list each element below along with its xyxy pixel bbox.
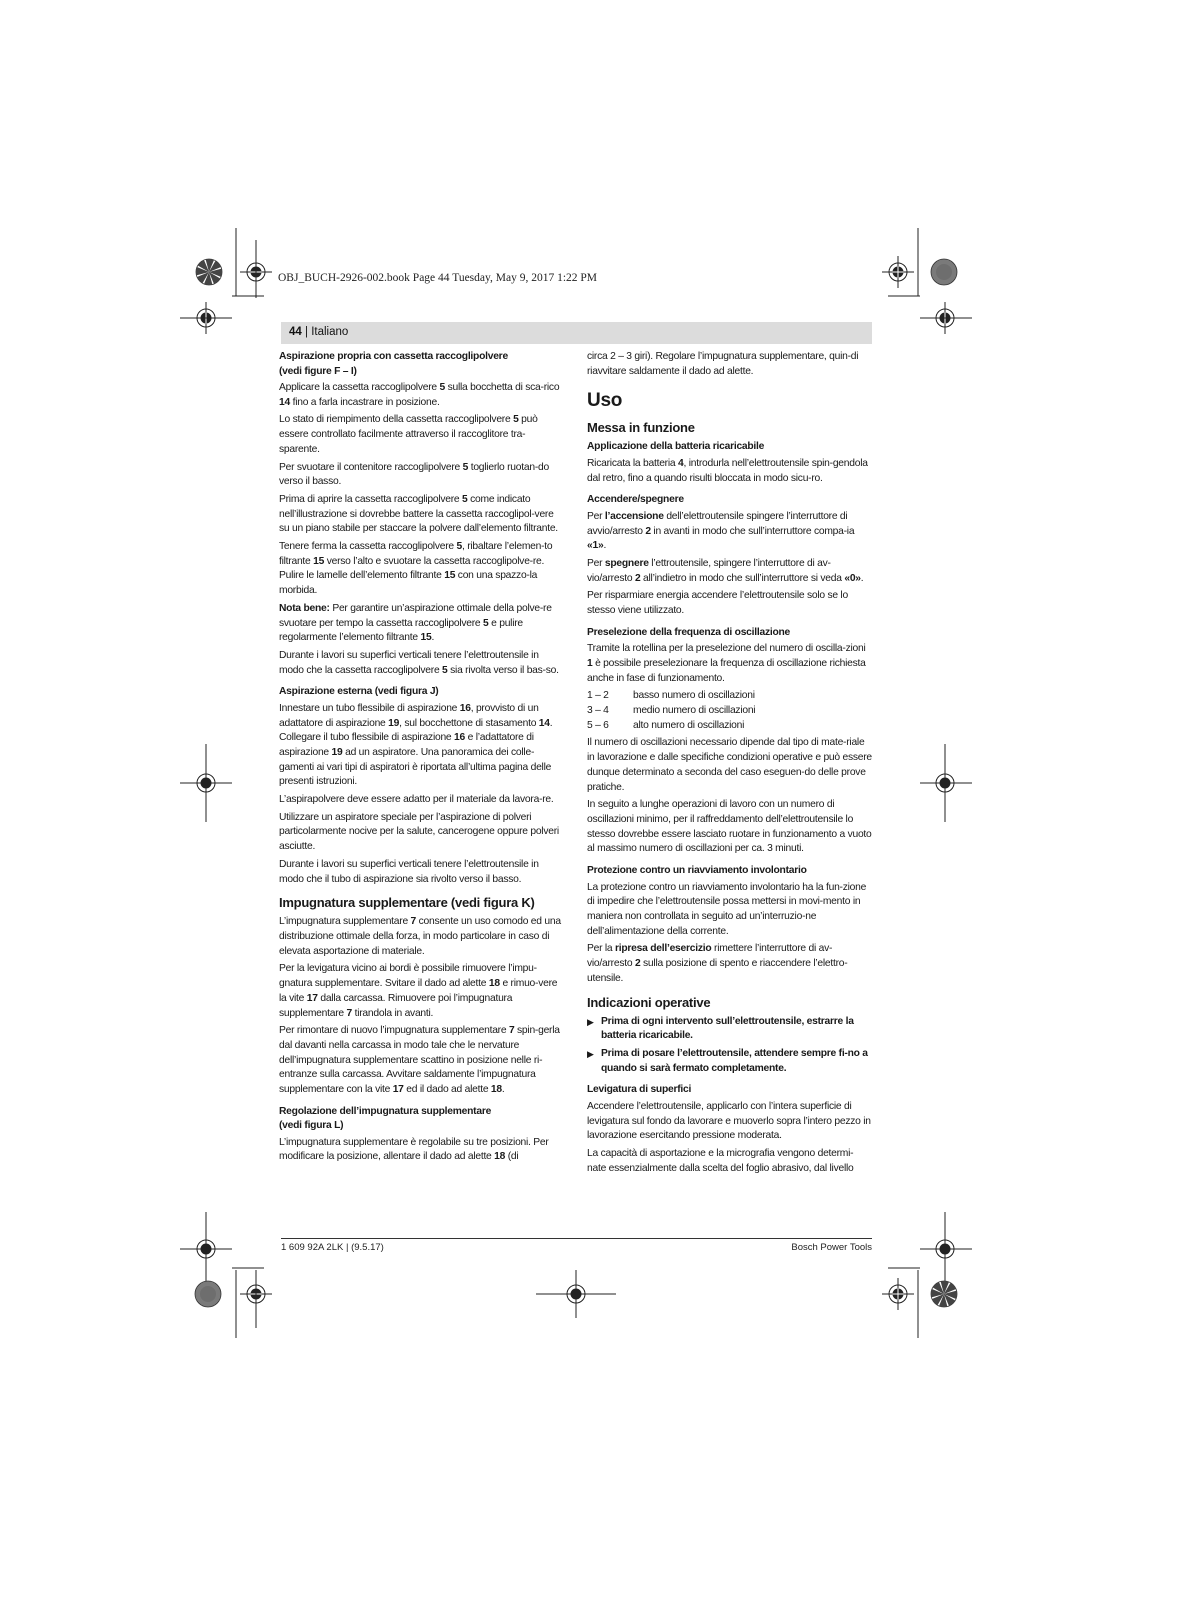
paragraph: Tramite la rotellina per la preselezione del numero di oscilla-zioni 1 è possibile preselezionare la frequenza di oscillazione richiesta anche in fase di funzionamento. xyxy=(587,643,866,684)
heading-handle-adjustment: Regolazione dell’impugnatura supplementare (vedi figura L) xyxy=(279,1105,492,1132)
paragraph: Per la ripresa dell’esercizio rimettere l’interruttore di av-vio/arresto 2 sulla posizione di spento e riaccendere l’elettro-utensile. xyxy=(587,943,848,984)
footer-document-code: 1 609 92A 2LK | (9.5.17) xyxy=(281,1242,384,1253)
header-separator: | xyxy=(301,326,312,338)
paragraph: Per la levigatura vicino ai bordi è possibile rimuovere l’impu-gnatura supplementare. Svitare il dado ad alette 18 e rimuo-vere la vite 17 dalla carcassa. Rimuovere poi l’impugnatura supplementare 7 tirandola in avanti. xyxy=(279,963,558,1019)
heading-surface-sanding: Levigatura di superfici xyxy=(587,1084,692,1096)
paragraph: Utilizzare un aspiratore speciale per l’aspirazione di polveri particolarmente nocive per la salute, cancerogene oppure polveri asciutte. xyxy=(279,811,559,853)
paragraph: Per rimontare di nuovo l’impugnatura supplementare 7 spin-gerla dal davanti nella carcassa in modo tale che le nervature dell’impugnatura supplementare scattino in posizione nelle ri-entranze sulla carcassa. Avvitare saldamente l’impugnatura supplementare con la vite 17 ed il dado ad alette 18. xyxy=(279,1025,560,1096)
list-item: 5 – 6 alto numero di oscillazioni xyxy=(587,719,745,731)
paragraph: Tenere ferma la cassetta raccoglipolvere 5, ribaltare l’elemen-to filtrante 15 verso l’alto e svuotare la cassetta raccoglipolve-re. Pulire le lamelle dell’elemento filtrante 15 con una spazzo-la morbida. xyxy=(279,541,553,597)
paragraph: Per risparmiare energia accendere l’elettroutensile solo se lo stesso viene utilizzato. xyxy=(587,590,848,617)
paragraph: Ricaricata la batteria 4, introdurla nell’elettroutensile spin-gendola dal retro, fino a quando risulti bloccata in modo sicu-ro. xyxy=(587,457,868,484)
warning-item: ▶ Prima di ogni intervento sull’elettroutensile, estrarre la batteria ricaricabile. xyxy=(587,1015,872,1044)
heading-auxiliary-handle: Impugnatura supplementare (vedi figura K) xyxy=(279,895,535,911)
footer-brand: Bosch Power Tools xyxy=(791,1242,872,1253)
left-column xyxy=(279,350,564,1168)
paragraph: Lo stato di riempimento della cassetta raccoglipolvere 5 può essere controllato facilmente attraverso il raccoglitore tra-sparente. xyxy=(279,414,538,455)
heading-external-extraction: Aspirazione esterna (vedi figura J) xyxy=(279,686,439,698)
header-language: Italiano xyxy=(311,326,349,338)
heading-operating-tips: Indicazioni operative xyxy=(587,994,711,1010)
paragraph: Per spegnere l’ettroutensile, spingere l’interruttore di av-vio/arresto 2 all’indietro in modo che sull’interruttore si veda «0». xyxy=(587,557,864,584)
heading-on-off: Accendere/spegnere xyxy=(587,494,684,506)
paragraph: Durante i lavori su superfici verticali tenere l’elettroutensile in modo che la cassetta raccoglipolvere 5 sia rivolta verso il bas-so. xyxy=(279,649,559,676)
page-header-band xyxy=(281,322,872,344)
warning-item: ▶ Prima di posare l’elettroutensile, attendere sempre fi-no a quando si sarà fermato completamente. xyxy=(587,1047,872,1076)
paragraph: Durante i lavori su superfici verticali tenere l’elettroutensile in modo che il tubo di aspirazione sia rivolto verso il basso. xyxy=(279,858,539,885)
paragraph: Il numero di oscillazioni necessario dipende dal tipo di mate-riale in lavorazione e dalle specifiche condizioni operative e può essere dunque determinato a seconda del caso eseguen-do delle prove pratiche. xyxy=(587,737,872,793)
list-item: 3 – 4 medio numero di oscillazioni xyxy=(587,705,756,717)
page-number: 44 xyxy=(289,326,302,338)
book-info-line: OBJ_BUCH-2926-002.book Page 44 Tuesday, May 9, 2017 1:22 PM xyxy=(278,272,598,284)
paragraph: La protezione contro un riavviamento involontario ha la fun-zione di impedire che l’elettroutensile possa mettersi in movi-mento in maniera non controllata in seguito ad un’interruzio-ne dell’alimentazione della corrente. xyxy=(587,881,867,937)
note-paragraph: Nota bene: Per garantire un’aspirazione ottimale della polve-re svuotare per tempo la cassetta raccoglipolvere 5 e pulire regolarmente l’elemento filtrante 15. xyxy=(279,602,552,644)
paragraph: Per svuotare il contenitore raccoglipolvere 5 toglierlo ruotan-do verso il basso. xyxy=(279,461,549,488)
paragraph: Per l’accensione dell’elettroutensile spingere l’interruttore di avvio/arresto 2 in avanti in modo che sull’interruttore compa-ia «1». xyxy=(587,510,855,552)
paragraph: Prima di aprire la cassetta raccoglipolvere 5 come indicato nell’illustrazione si dovrebbe battere la cassetta raccoglipol-vere su un piano stabile per staccare la polvere dall’elemento filtrante. xyxy=(279,493,558,535)
list-item: 1 – 2 basso numero di oscillazioni xyxy=(587,690,755,702)
paragraph: L’impugnatura supplementare 7 consente un uso comodo ed una distribuzione ottimale della forza, in modo particolare in caso di elevata asportazione di materiale. xyxy=(279,916,561,957)
paragraph: Accendere l’elettroutensile, applicarlo con l’intera superficie di levigatura sul fondo da lavorare e muoverlo sopra l’intero pezzo in lavorazione esercitando pressione moderata. xyxy=(587,1100,871,1142)
heading-frequency: Preselezione della frequenza di oscillazione xyxy=(587,626,791,638)
paragraph: L’aspirapolvere deve essere adatto per il materiale da lavora-re. xyxy=(279,794,554,806)
paragraph: Innestare un tubo flessibile di aspirazione 16, provvisto di un adattatore di aspirazione 19, sul bocchettone di stasamento 14. Collegare il tubo flessibile di aspirazione 16 e l’adattatore di aspirazione 19 ad un aspiratore. Una panoramica dei colle-gamenti ai vari tipi di aspiratori è riportata all’ultima pagina delle presenti istruzioni. xyxy=(279,702,553,788)
paragraph: La capacità di asportazione e la micrografia vengono determi-nate essenzialmente dalla scelta del foglio abrasivo, dal livello xyxy=(587,1147,854,1174)
heading-use: Uso xyxy=(587,390,623,412)
heading-restart-protection: Protezione contro un riavviamento involontario xyxy=(587,865,807,877)
heading-start-up: Messa in funzione xyxy=(587,420,695,436)
paragraph: In seguito a lunghe operazioni di lavoro con un numero di oscillazioni minimo, per il raffreddamento dell’elettroutensile lo stesso dovrebbe essere lasciato ruotare in funzionamento a vuoto al massimo numero di oscillazioni per ca. 3 minuti. xyxy=(587,799,872,855)
paragraph: circa 2 – 3 giri). Regolare l’impugnatura supplementare, quin-di riavvitare saldamente il dado ad alette. xyxy=(587,351,859,377)
page-header xyxy=(289,326,348,338)
heading-self-extraction: Aspirazione propria con cassetta raccoglipolvere (vedi figure F – I) xyxy=(279,351,508,377)
triangle-bullet-icon: ▶ xyxy=(587,1048,594,1059)
footer-rule xyxy=(281,1238,872,1239)
paragraph: L’impugnatura supplementare è regolabile su tre posizioni. Per modificare la posizione, allentare il dado ad alette 18 (di xyxy=(279,1136,549,1163)
paragraph: Applicare la cassetta raccoglipolvere 5 sulla bocchetta di sca-rico 14 fino a farla incastrare in posizione. xyxy=(279,382,560,408)
triangle-bullet-icon: ▶ xyxy=(587,1016,594,1027)
heading-battery: Applicazione della batteria ricaricabile xyxy=(587,441,765,453)
frequency-table xyxy=(587,689,872,733)
right-column xyxy=(587,350,872,1179)
